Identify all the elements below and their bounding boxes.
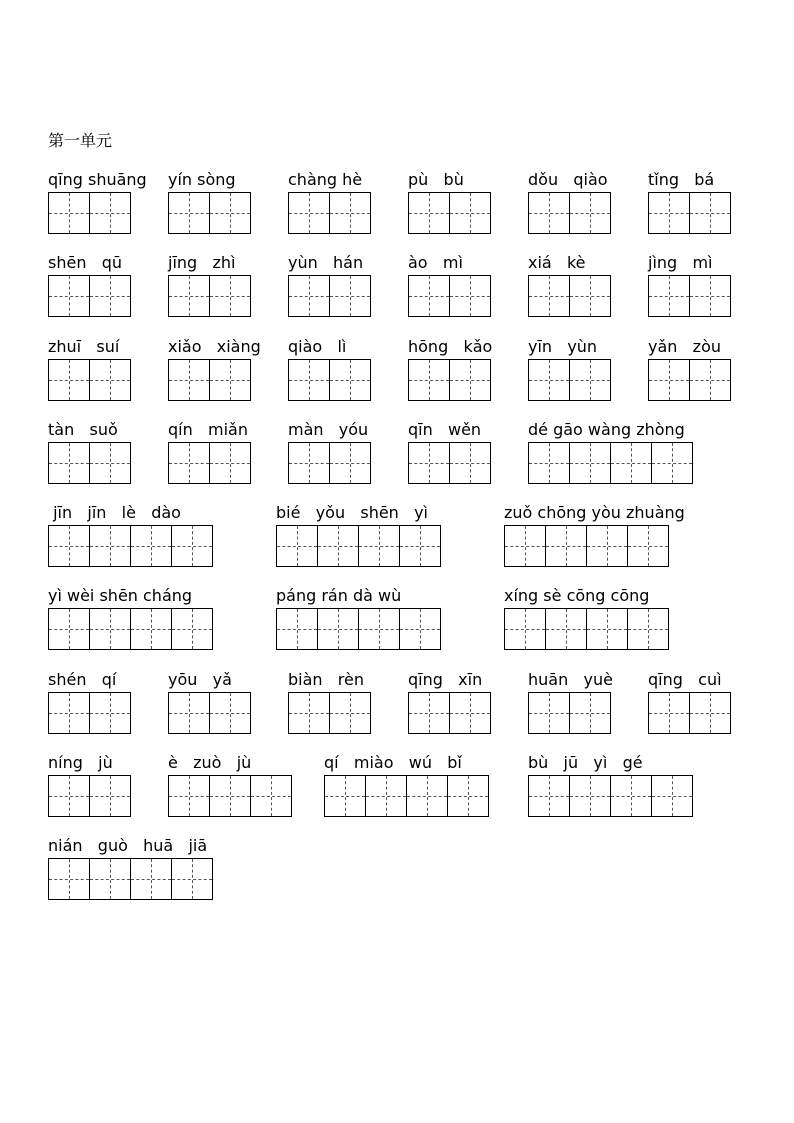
word-row (0, 670, 794, 750)
character-box-group (324, 775, 489, 817)
pinyin-label: qīn wěn (408, 420, 482, 439)
character-box-group (168, 692, 251, 734)
pinyin-label: jīng zhì (168, 253, 236, 272)
pinyin-label: yōu yǎ (168, 670, 232, 689)
character-box-group (408, 359, 491, 401)
pinyin-label: chàng hè (288, 170, 363, 189)
writing-cell[interactable] (689, 692, 731, 734)
writing-cell[interactable] (610, 442, 652, 484)
writing-cell[interactable] (209, 692, 251, 734)
pinyin-label: qīng xīn (408, 670, 483, 689)
character-box-group (408, 275, 491, 317)
writing-cell[interactable] (329, 359, 371, 401)
character-box-group (48, 525, 213, 567)
writing-cell[interactable] (408, 692, 450, 734)
character-box-group (288, 442, 371, 484)
character-box-group (528, 192, 611, 234)
pinyin-label: nián guò huā jiā (48, 836, 208, 855)
writing-cell[interactable] (504, 608, 546, 650)
pinyin-label: qīng shuāng (48, 170, 147, 189)
writing-cell[interactable] (209, 359, 251, 401)
pinyin-label: níng jù (48, 753, 113, 772)
word-row (0, 753, 794, 833)
writing-cell[interactable] (89, 858, 131, 900)
pinyin-label: yīn yùn (528, 337, 598, 356)
writing-cell[interactable] (288, 275, 330, 317)
writing-cell[interactable] (168, 192, 210, 234)
writing-cell[interactable] (130, 858, 172, 900)
writing-cell[interactable] (528, 192, 570, 234)
writing-cell[interactable] (399, 608, 441, 650)
character-box-group (528, 442, 693, 484)
writing-cell[interactable] (406, 775, 448, 817)
word-row (0, 337, 794, 417)
word-row (0, 253, 794, 333)
pinyin-label: zhuī suí (48, 337, 120, 356)
pinyin-label: qí miào wú bǐ (324, 753, 462, 772)
writing-cell[interactable] (48, 192, 90, 234)
word-row (0, 503, 794, 583)
pinyin-label: qín miǎn (168, 420, 248, 439)
writing-cell[interactable] (545, 525, 587, 567)
writing-cell[interactable] (689, 192, 731, 234)
pinyin-label: pù bù (408, 170, 464, 189)
character-box-group (408, 442, 491, 484)
pinyin-label: huān yuè (528, 670, 613, 689)
character-box-group (48, 275, 131, 317)
writing-cell[interactable] (447, 775, 489, 817)
writing-cell[interactable] (329, 442, 371, 484)
writing-cell[interactable] (586, 608, 628, 650)
character-box-group (168, 359, 251, 401)
pinyin-label: yǎn zòu (648, 337, 721, 356)
writing-cell[interactable] (528, 359, 570, 401)
writing-cell[interactable] (408, 359, 450, 401)
pinyin-label: dé gāo wàng zhòng (528, 420, 685, 439)
pinyin-label: xiǎo xiàng (168, 337, 261, 356)
writing-cell[interactable] (569, 359, 611, 401)
writing-cell[interactable] (168, 442, 210, 484)
character-box-group (48, 858, 213, 900)
writing-cell[interactable] (569, 275, 611, 317)
pinyin-label: hōng kǎo (408, 337, 493, 356)
writing-cell[interactable] (209, 192, 251, 234)
writing-cell[interactable] (168, 359, 210, 401)
writing-cell[interactable] (329, 692, 371, 734)
writing-cell[interactable] (528, 692, 570, 734)
writing-cell[interactable] (569, 442, 611, 484)
writing-cell[interactable] (89, 442, 131, 484)
writing-cell[interactable] (89, 525, 131, 567)
writing-cell[interactable] (48, 525, 90, 567)
character-box-group (528, 359, 611, 401)
writing-cell[interactable] (586, 525, 628, 567)
writing-cell[interactable] (209, 775, 251, 817)
character-box-group (168, 192, 251, 234)
writing-cell[interactable] (569, 192, 611, 234)
pinyin-label: è zuò jù (168, 753, 252, 772)
character-box-group (48, 775, 131, 817)
writing-cell[interactable] (365, 775, 407, 817)
word-row (0, 420, 794, 500)
writing-cell[interactable] (408, 275, 450, 317)
pinyin-label: shén qí (48, 670, 117, 689)
writing-cell[interactable] (449, 192, 491, 234)
pinyin-label: xiá kè (528, 253, 586, 272)
writing-cell[interactable] (288, 359, 330, 401)
writing-cell[interactable] (288, 692, 330, 734)
writing-cell[interactable] (689, 359, 731, 401)
character-box-group (48, 359, 131, 401)
character-box-group (528, 692, 611, 734)
character-box-group (504, 608, 669, 650)
unit-title: 第一单元 (48, 131, 113, 150)
writing-cell[interactable] (399, 525, 441, 567)
pinyin-label: xíng sè cōng cōng (504, 586, 650, 605)
character-box-group (168, 775, 292, 817)
writing-cell[interactable] (528, 442, 570, 484)
writing-cell[interactable] (449, 442, 491, 484)
character-box-group (648, 275, 731, 317)
pinyin-label: bù jū yì gé (528, 753, 643, 772)
writing-cell[interactable] (569, 692, 611, 734)
writing-cell[interactable] (317, 608, 359, 650)
pinyin-label: tàn suǒ (48, 420, 118, 439)
pinyin-label: qiào lì (288, 337, 347, 356)
writing-cell[interactable] (329, 275, 371, 317)
word-row (0, 836, 794, 916)
pinyin-label: dǒu qiào (528, 170, 608, 189)
writing-cell[interactable] (627, 608, 669, 650)
pinyin-label: biàn rèn (288, 670, 365, 689)
writing-cell[interactable] (168, 692, 210, 734)
writing-cell[interactable] (89, 608, 131, 650)
character-box-group (288, 692, 371, 734)
character-box-group (48, 192, 131, 234)
writing-cell[interactable] (408, 442, 450, 484)
pinyin-label: màn yóu (288, 420, 369, 439)
character-box-group (528, 275, 611, 317)
writing-cell[interactable] (130, 525, 172, 567)
writing-cell[interactable] (89, 692, 131, 734)
pinyin-label: yùn hán (288, 253, 364, 272)
writing-cell[interactable] (250, 775, 292, 817)
character-box-group (648, 359, 731, 401)
writing-cell[interactable] (569, 775, 611, 817)
writing-cell[interactable] (171, 525, 213, 567)
pinyin-label: shēn qū (48, 253, 123, 272)
writing-cell[interactable] (545, 608, 587, 650)
character-box-group (288, 359, 371, 401)
writing-cell[interactable] (504, 525, 546, 567)
writing-cell[interactable] (89, 775, 131, 817)
writing-cell[interactable] (528, 775, 570, 817)
character-box-group (48, 608, 213, 650)
writing-cell[interactable] (408, 192, 450, 234)
writing-cell[interactable] (171, 858, 213, 900)
writing-cell[interactable] (528, 275, 570, 317)
writing-cell[interactable] (48, 692, 90, 734)
word-row (0, 586, 794, 666)
word-row (0, 170, 794, 250)
character-box-group (48, 692, 131, 734)
writing-cell[interactable] (48, 359, 90, 401)
character-box-group (168, 275, 251, 317)
character-box-group (288, 275, 371, 317)
character-box-group (48, 442, 131, 484)
writing-cell[interactable] (651, 442, 693, 484)
writing-cell[interactable] (449, 275, 491, 317)
character-box-group (276, 525, 441, 567)
character-box-group (648, 692, 731, 734)
pinyin-label: qīng cuì (648, 670, 722, 689)
writing-cell[interactable] (48, 608, 90, 650)
writing-cell[interactable] (171, 608, 213, 650)
writing-cell[interactable] (89, 359, 131, 401)
writing-cell[interactable] (689, 275, 731, 317)
character-box-group (504, 525, 669, 567)
character-box-group (648, 192, 731, 234)
writing-cell[interactable] (89, 192, 131, 234)
writing-cell[interactable] (648, 692, 690, 734)
writing-cell[interactable] (449, 359, 491, 401)
writing-cell[interactable] (358, 608, 400, 650)
pinyin-label: yín sòng (168, 170, 236, 189)
writing-cell[interactable] (48, 858, 90, 900)
writing-cell[interactable] (648, 275, 690, 317)
writing-cell[interactable] (48, 442, 90, 484)
writing-cell[interactable] (288, 442, 330, 484)
character-box-group (408, 692, 491, 734)
writing-cell[interactable] (317, 525, 359, 567)
writing-cell[interactable] (449, 692, 491, 734)
writing-cell[interactable] (610, 775, 652, 817)
pinyin-label: zuǒ chōng yòu zhuàng (504, 503, 685, 522)
writing-cell[interactable] (209, 275, 251, 317)
writing-cell[interactable] (276, 525, 318, 567)
writing-cell[interactable] (209, 442, 251, 484)
character-box-group (276, 608, 441, 650)
writing-cell[interactable] (48, 775, 90, 817)
pinyin-label: tǐng bá (648, 170, 715, 189)
pinyin-label: bié yǒu shēn yì (276, 503, 428, 522)
character-box-group (528, 775, 693, 817)
character-box-group (168, 442, 251, 484)
writing-cell[interactable] (48, 275, 90, 317)
writing-cell[interactable] (648, 192, 690, 234)
pinyin-label: yì wèi shēn cháng (48, 586, 193, 605)
writing-cell[interactable] (648, 359, 690, 401)
pinyin-label: páng rán dà wù (276, 586, 402, 605)
pinyin-label: ào mì (408, 253, 463, 272)
writing-cell[interactable] (288, 192, 330, 234)
writing-cell[interactable] (651, 775, 693, 817)
writing-cell[interactable] (89, 275, 131, 317)
writing-cell[interactable] (168, 275, 210, 317)
character-box-group (288, 192, 371, 234)
writing-cell[interactable] (627, 525, 669, 567)
pinyin-label: jìng mì (648, 253, 713, 272)
pinyin-label: jīn jīn lè dào (48, 503, 181, 522)
character-box-group (408, 192, 491, 234)
writing-cell[interactable] (168, 775, 210, 817)
writing-cell[interactable] (358, 525, 400, 567)
writing-cell[interactable] (324, 775, 366, 817)
writing-cell[interactable] (276, 608, 318, 650)
writing-cell[interactable] (130, 608, 172, 650)
writing-cell[interactable] (329, 192, 371, 234)
